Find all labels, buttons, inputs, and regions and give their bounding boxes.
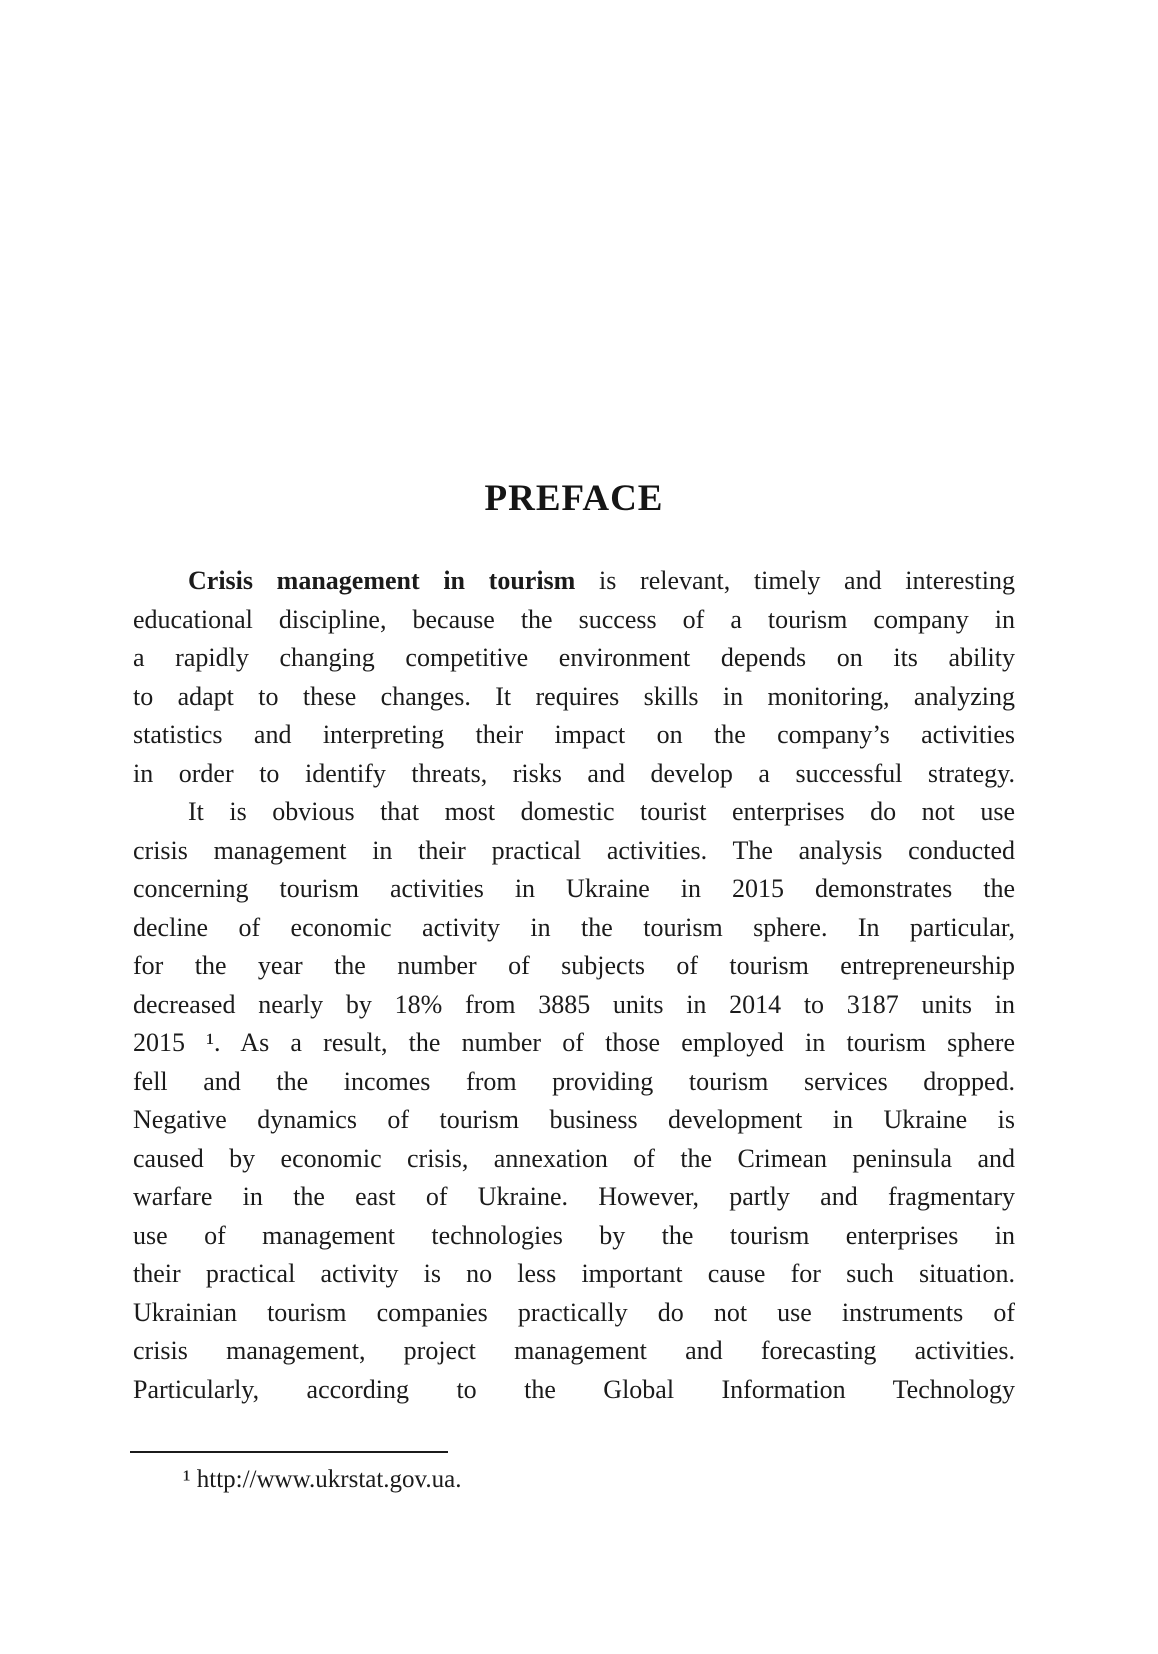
body-text xyxy=(133,562,1015,1409)
text-line: in order to identify threats, risks and develop a successful strategy. xyxy=(133,758,1015,788)
page-title: PREFACE xyxy=(484,478,664,519)
text-line: Particularly, according to the Global Information Technology xyxy=(133,1374,1015,1404)
text-line: concerning tourism activities in Ukraine in 2015 demonstrates the xyxy=(133,874,1015,903)
text-column xyxy=(133,0,1015,1409)
text-line: fell and the incomes from providing tourism services dropped. xyxy=(133,1066,1015,1096)
text-line: It is obvious that most domestic tourist enterprises do not use xyxy=(188,797,1015,826)
text-line: crisis management in their practical activities. The analysis conducted xyxy=(133,835,1015,865)
footnote-divider xyxy=(130,1451,448,1453)
text-line: decline of economic activity in the tourism sphere. In particular, xyxy=(133,912,1015,942)
bold-lead: Crisis management in tourism xyxy=(188,566,576,595)
text-line: educational discipline, because the success of a tourism company in xyxy=(133,604,1015,634)
text-line: a rapidly changing competitive environment depends on its ability xyxy=(133,643,1015,672)
text-line-rest: is relevant, timely and interesting xyxy=(575,566,1015,595)
text-line: warfare in the east of Ukraine. However, partly and fragmentary xyxy=(133,1182,1015,1211)
text-line: Negative dynamics of tourism business development in Ukraine is xyxy=(133,1105,1015,1134)
text-line: decreased nearly by 18% from 3885 units in 2014 to 3187 units in xyxy=(133,989,1015,1019)
text-line xyxy=(133,562,1015,601)
text-line: their practical activity is no less important cause for such situation. xyxy=(133,1259,1015,1288)
text-line: use of management technologies by the tourism enterprises in xyxy=(133,1220,1015,1250)
text-line: statistics and interpreting their impact on the company’s activities xyxy=(133,720,1015,749)
text-line: for the year the number of subjects of tourism entrepreneurship xyxy=(133,951,1015,980)
text-line: 2015 ¹. As a result, the number of those employed in tourism sphere xyxy=(133,1028,1015,1057)
text-line: Ukrainian tourism companies practically do not use instruments of xyxy=(133,1297,1015,1327)
footnote: ¹ http://www.ukrstat.gov.ua. xyxy=(183,1466,462,1493)
text-line: crisis management, project management and forecasting activities. xyxy=(133,1336,1015,1365)
text-line: caused by economic crisis, annexation of the Crimean peninsula and xyxy=(133,1143,1015,1173)
text-line: to adapt to these changes. It requires skills in monitoring, analyzing xyxy=(133,681,1015,711)
